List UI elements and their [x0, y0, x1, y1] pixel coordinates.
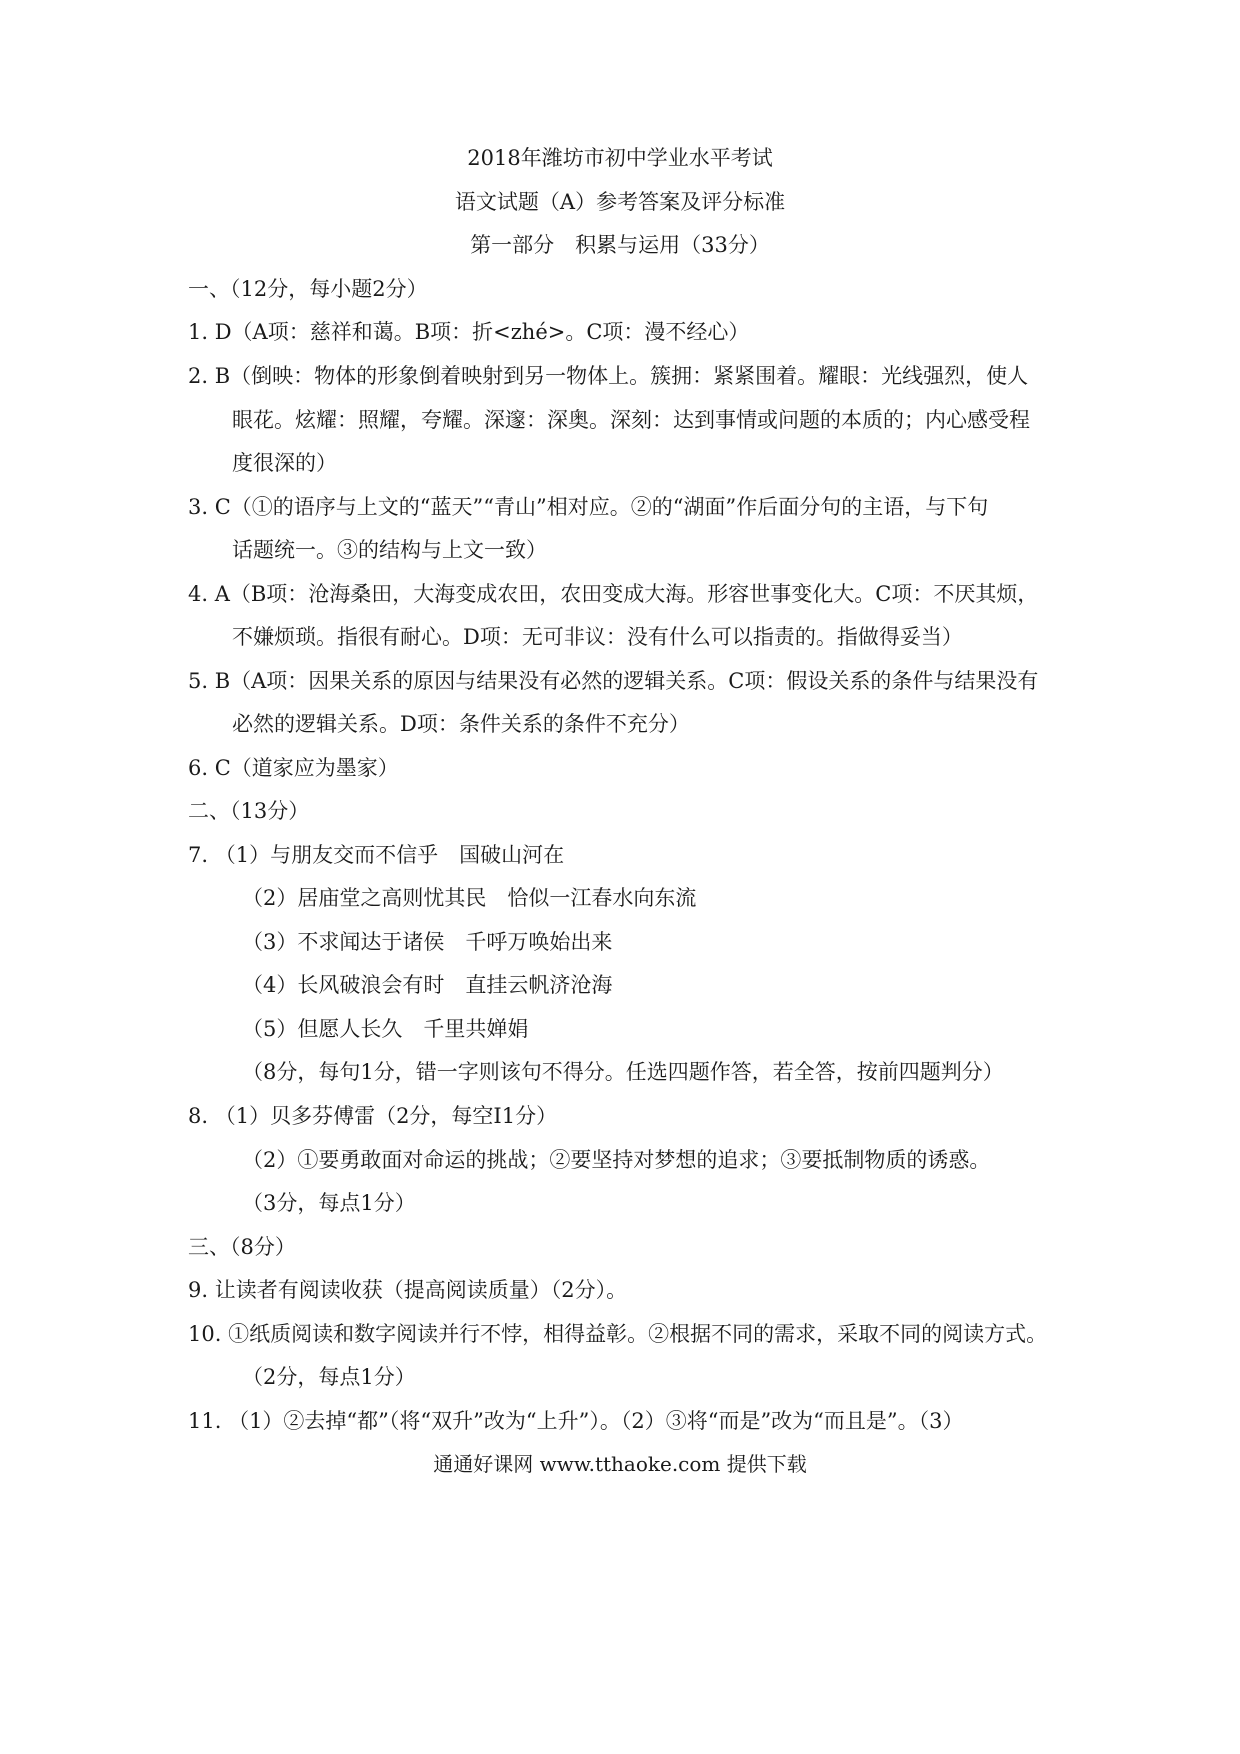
answer-line: 话题统一。③的结构与上文一致）	[232, 538, 547, 562]
scoring-note: （8分，每句1分，错一字则该句不得分。任选四题作答，若全答，按前四题判分）	[242, 1060, 1004, 1084]
answer-line: 6. C（道家应为墨家）	[188, 756, 399, 780]
answer-line: （4）长风破浪会有时 直挂云帆济沧海	[242, 973, 613, 997]
answer-line: 10. ①纸质阅读和数字阅读并行不悖，相得益彰。②根据不同的需求，采取不同的阅读方式。	[188, 1322, 1048, 1346]
exam-subtitle: 语文试题（A）参考答案及评分标准	[454, 190, 786, 214]
footer-credit: 通通好课网 www.tthaoke.com 提供下载	[433, 1452, 807, 1476]
exam-title: 2018年潍坊市初中学业水平考试	[467, 146, 773, 170]
answer-line: （2）①要勇敢面对命运的挑战；②要坚持对梦想的追求；③要抵制物质的诱惑。	[242, 1148, 991, 1172]
answer-line: （5）但愿人长久 千里共婵娟	[242, 1017, 529, 1041]
section-one-heading: 一、（12分，每小题2分）	[188, 277, 428, 301]
answer-line: 必然的逻辑关系。D项：条件关系的条件不充分）	[232, 712, 690, 736]
answer-line: （2）居庙堂之高则忧其民 恰似一江春水向东流	[242, 886, 697, 910]
answer-line: 3. C（①的语序与上文的“蓝天”“青山”相对应。②的“湖面”作后面分句的主语，与下句	[188, 495, 989, 519]
answer-line: 4. A（B项：沧海桑田，大海变成农田，农田变成大海。形容世事变化大。C项：不厌其烦，	[188, 582, 1039, 606]
answer-line: 眼花。炫耀：照耀，夸耀。深邃：深奥。深刻：达到事情或问题的本质的；内心感受程	[232, 408, 1030, 432]
part-heading: 第一部分 积累与运用（33分）	[470, 233, 770, 257]
answer-line: 8. （1）贝多芬傅雷（2分，每空I1分）	[188, 1104, 558, 1128]
answer-line: 7. （1）与朋友交而不信乎 国破山河在	[188, 843, 565, 867]
section-three-heading: 三、（8分）	[188, 1235, 296, 1259]
answer-line: 9. 让读者有阅读收获（提高阅读质量）（2分）。	[188, 1278, 628, 1302]
scoring-note: （3分，每点1分）	[242, 1191, 416, 1215]
answer-line: 1. D（A项：慈祥和蔼。B项：折<zhé>。C项：漫不经心）	[188, 320, 750, 344]
answer-line: 不嫌烦琐。指很有耐心。D项：无可非议：没有什么可以指责的。指做得妥当）	[232, 625, 963, 649]
answer-line: 2. B（倒映：物体的形象倒着映射到另一物体上。簇拥：紧紧围着。耀眼：光线强烈，使人	[188, 364, 1029, 388]
section-two-heading: 二、（13分）	[188, 799, 310, 823]
answer-line: （3）不求闻达于诸侯 千呼万唤始出来	[242, 930, 613, 954]
answer-line: 度很深的）	[232, 451, 337, 475]
answer-line: 5. B（A项：因果关系的原因与结果没有必然的逻辑关系。C项：假设关系的条件与结果没有	[188, 669, 1039, 693]
scoring-note: （2分，每点1分）	[242, 1365, 416, 1389]
answer-line: 11. （1）②去掉“都”（将“双升”改为“上升”）。（2）③将“而是”改为“而且是”。（3）	[188, 1409, 964, 1433]
